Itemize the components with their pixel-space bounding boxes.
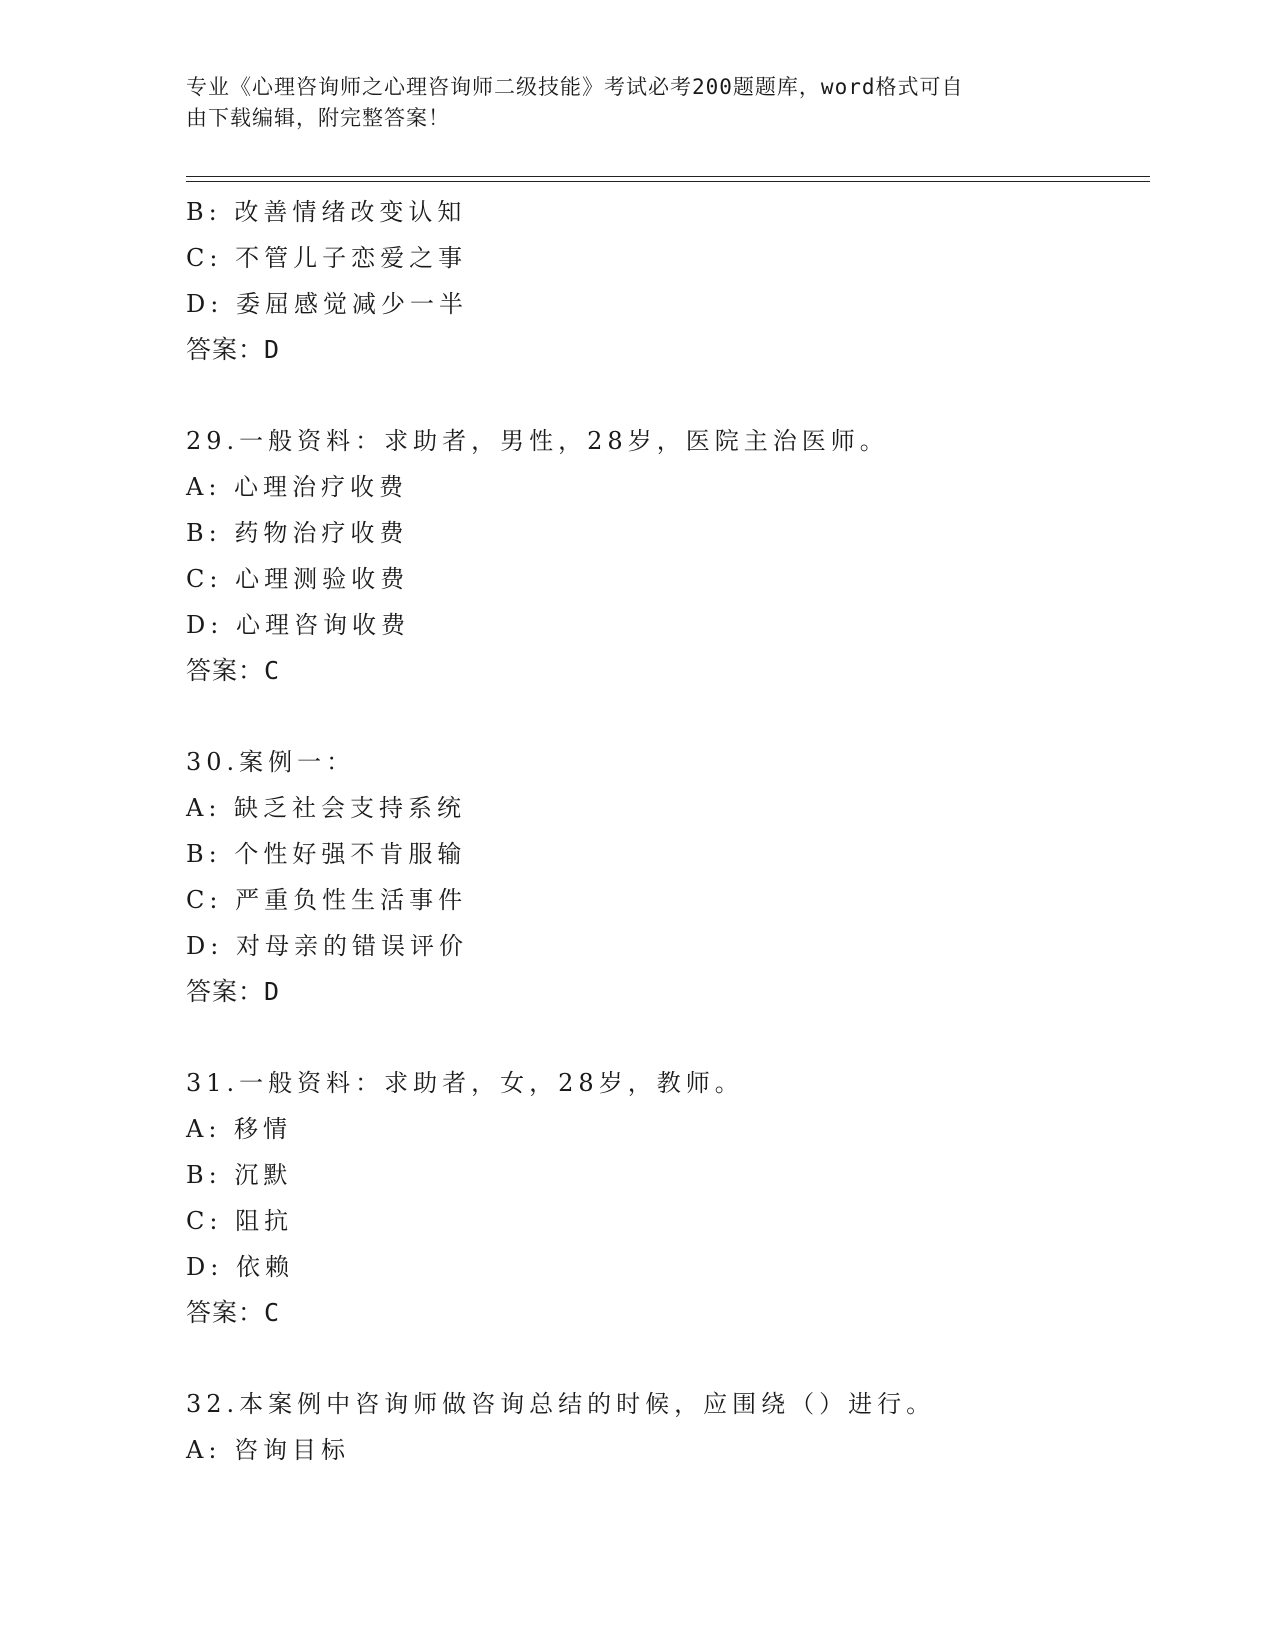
header-divider-bottom — [186, 181, 1150, 182]
question-block-28 — [186, 189, 1126, 373]
option-b: B: 药物治疗收费 — [186, 519, 409, 547]
answer-line — [186, 327, 1126, 373]
question-block-31 — [186, 1060, 1126, 1336]
answer-label: 答案： — [186, 656, 265, 685]
option-c: C: 心理测验收费 — [186, 565, 410, 593]
header-line-1: 专业《心理咨询师之心理咨询师二级技能》考试必考200题题库，word格式可自 — [186, 75, 964, 99]
option-d: D: 委屈感觉减少一半 — [186, 290, 468, 318]
answer-label: 答案： — [186, 1298, 265, 1327]
answer-line — [186, 1290, 1126, 1336]
question-block-32 — [186, 1381, 1126, 1473]
option-c: C: 严重负性生活事件 — [186, 886, 468, 914]
option-c: C: 不管儿子恋爱之事 — [186, 244, 468, 272]
question-text: 32.本案例中咨询师做咨询总结的时候，应围绕（）进行。 — [186, 1390, 936, 1418]
question-text: 29.一般资料：求助者，男性，28岁，医院主治医师。 — [186, 427, 889, 455]
question-text: 31.一般资料：求助者，女，28岁，教师。 — [186, 1069, 744, 1097]
document-header — [186, 72, 1066, 134]
answer-value: D — [264, 977, 281, 1006]
option-a: A: 缺乏社会支持系统 — [186, 794, 467, 822]
option-b: B: 沉默 — [186, 1161, 293, 1189]
answer-label: 答案： — [186, 335, 265, 364]
option-d: D: 心理咨询收费 — [186, 611, 410, 639]
option-d: D: 依赖 — [186, 1253, 294, 1281]
option-a: A: 移情 — [186, 1115, 293, 1143]
answer-value: C — [264, 1298, 281, 1327]
option-d: D: 对母亲的错误评价 — [186, 932, 468, 960]
question-list — [186, 189, 1126, 1473]
option-b: B: 个性好强不肯服输 — [186, 840, 467, 868]
option-c: C: 阻抗 — [186, 1207, 294, 1235]
answer-line — [186, 969, 1126, 1015]
answer-line — [186, 648, 1126, 694]
answer-value: C — [264, 656, 281, 685]
option-a: A: 心理治疗收费 — [186, 473, 409, 501]
answer-value: D — [264, 335, 281, 364]
answer-label: 答案： — [186, 977, 265, 1006]
question-block-30 — [186, 739, 1126, 1015]
header-divider-top — [186, 176, 1150, 177]
header-line-2: 由下载编辑，附完整答案！ — [186, 106, 450, 130]
question-block-29 — [186, 418, 1126, 694]
option-b: B: 改善情绪改变认知 — [186, 198, 467, 226]
option-a: A: 咨询目标 — [186, 1436, 351, 1464]
question-text: 30.案例一： — [186, 748, 356, 776]
